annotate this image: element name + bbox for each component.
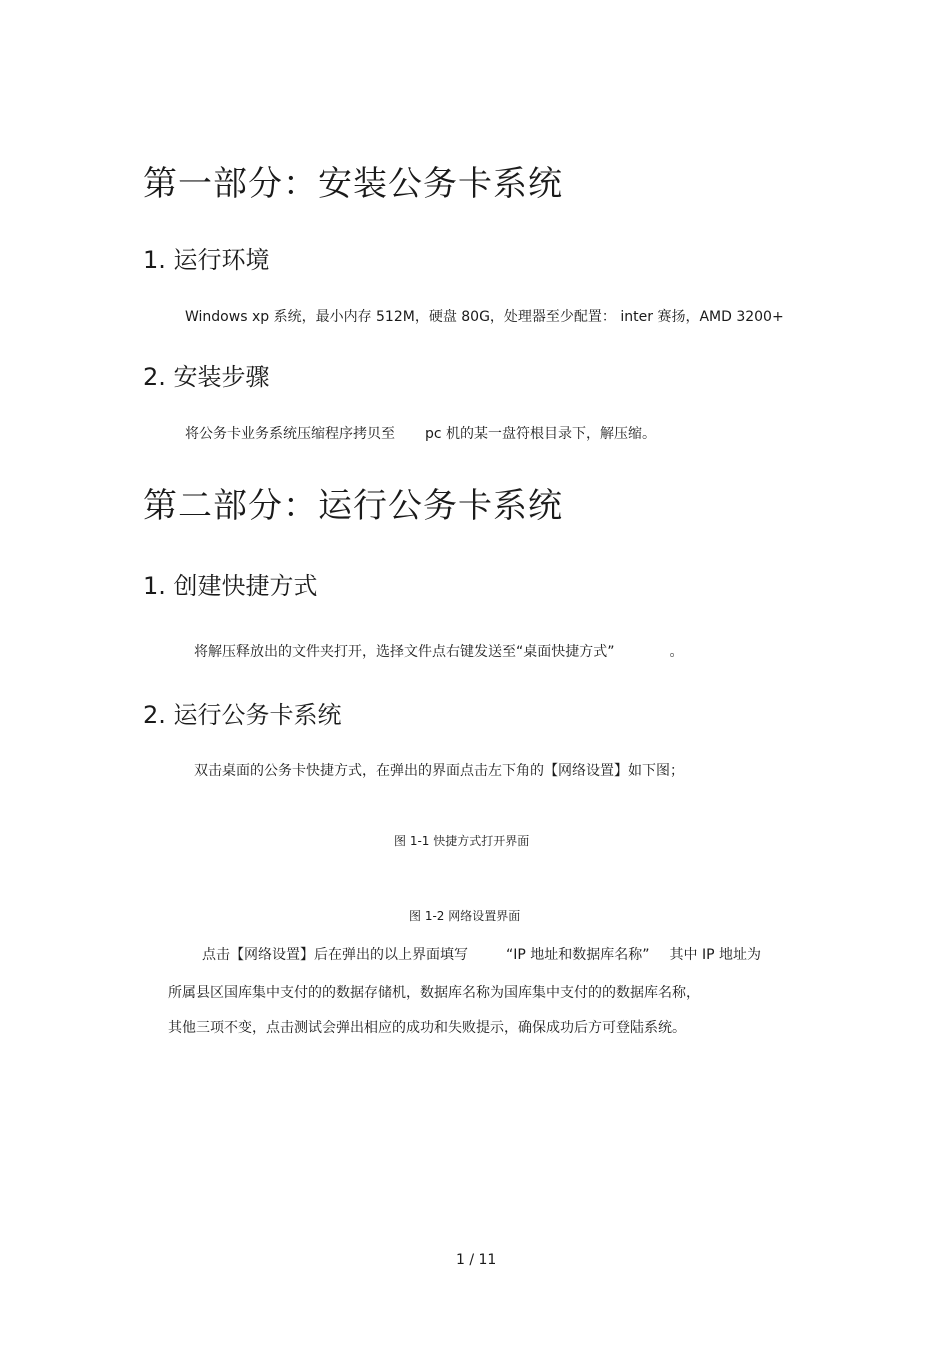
network-settings-paragraph-line2: 所属县区国库集中支付的的数据存储机，数据库名称为国库集中支付的的数据库名称， (168, 985, 700, 1001)
figure-1-1-caption: 图 1-1 快捷方式打开界面 (394, 834, 530, 848)
install-steps-text-part2: pc 机的某一盘符根目录下，解压缩。 (425, 426, 657, 442)
install-steps-text-part1: 将公务卡业务系统压缩程序拷贝至 (185, 426, 395, 442)
create-shortcut-text (194, 641, 684, 661)
figure-1-2-caption: 图 1-2 网络设置界面 (409, 909, 521, 923)
create-shortcut-text-part1: 将解压释放出的文件夹打开，选择文件点右键发送至“桌面快捷方式” (194, 644, 615, 660)
part2-title: 第二部分：运行公务卡系统 (143, 486, 563, 526)
install-steps-text (185, 423, 656, 443)
create-shortcut-text-part2: 。 (669, 644, 684, 660)
section-heading-run-system: 2. 运行公务卡系统 (143, 701, 342, 729)
paragraph-line1-part3: 其中 IP 地址为 (669, 947, 762, 963)
section-heading-create-shortcut: 1. 创建快捷方式 (143, 572, 318, 600)
paragraph-line1-part2: “IP 地址和数据库名称” (506, 947, 650, 963)
part1-title: 第一部分：安装公务卡系统 (143, 164, 563, 204)
paragraph-line1-part1: 点击【网络设置】后在弹出的以上界面填写 (202, 947, 468, 963)
network-settings-paragraph-line1 (202, 944, 761, 964)
section-heading-run-environment: 1. 运行环境 (143, 246, 270, 274)
page-number: 1 / 11 (456, 1252, 497, 1268)
run-system-text: 双击桌面的公务卡快捷方式，在弹出的界面点击左下角的【网络设置】如下图； (194, 763, 684, 779)
run-environment-text: Windows xp 系统，最小内存 512M，硬盘 80G，处理器至少配置： inter 赛扬，AMD 3200+ (185, 309, 784, 325)
network-settings-paragraph-line3: 其他三项不变，点击测试会弹出相应的成功和失败提示，确保成功后方可登陆系统。 (168, 1020, 686, 1036)
section-heading-install-steps: 2. 安装步骤 (143, 363, 270, 391)
